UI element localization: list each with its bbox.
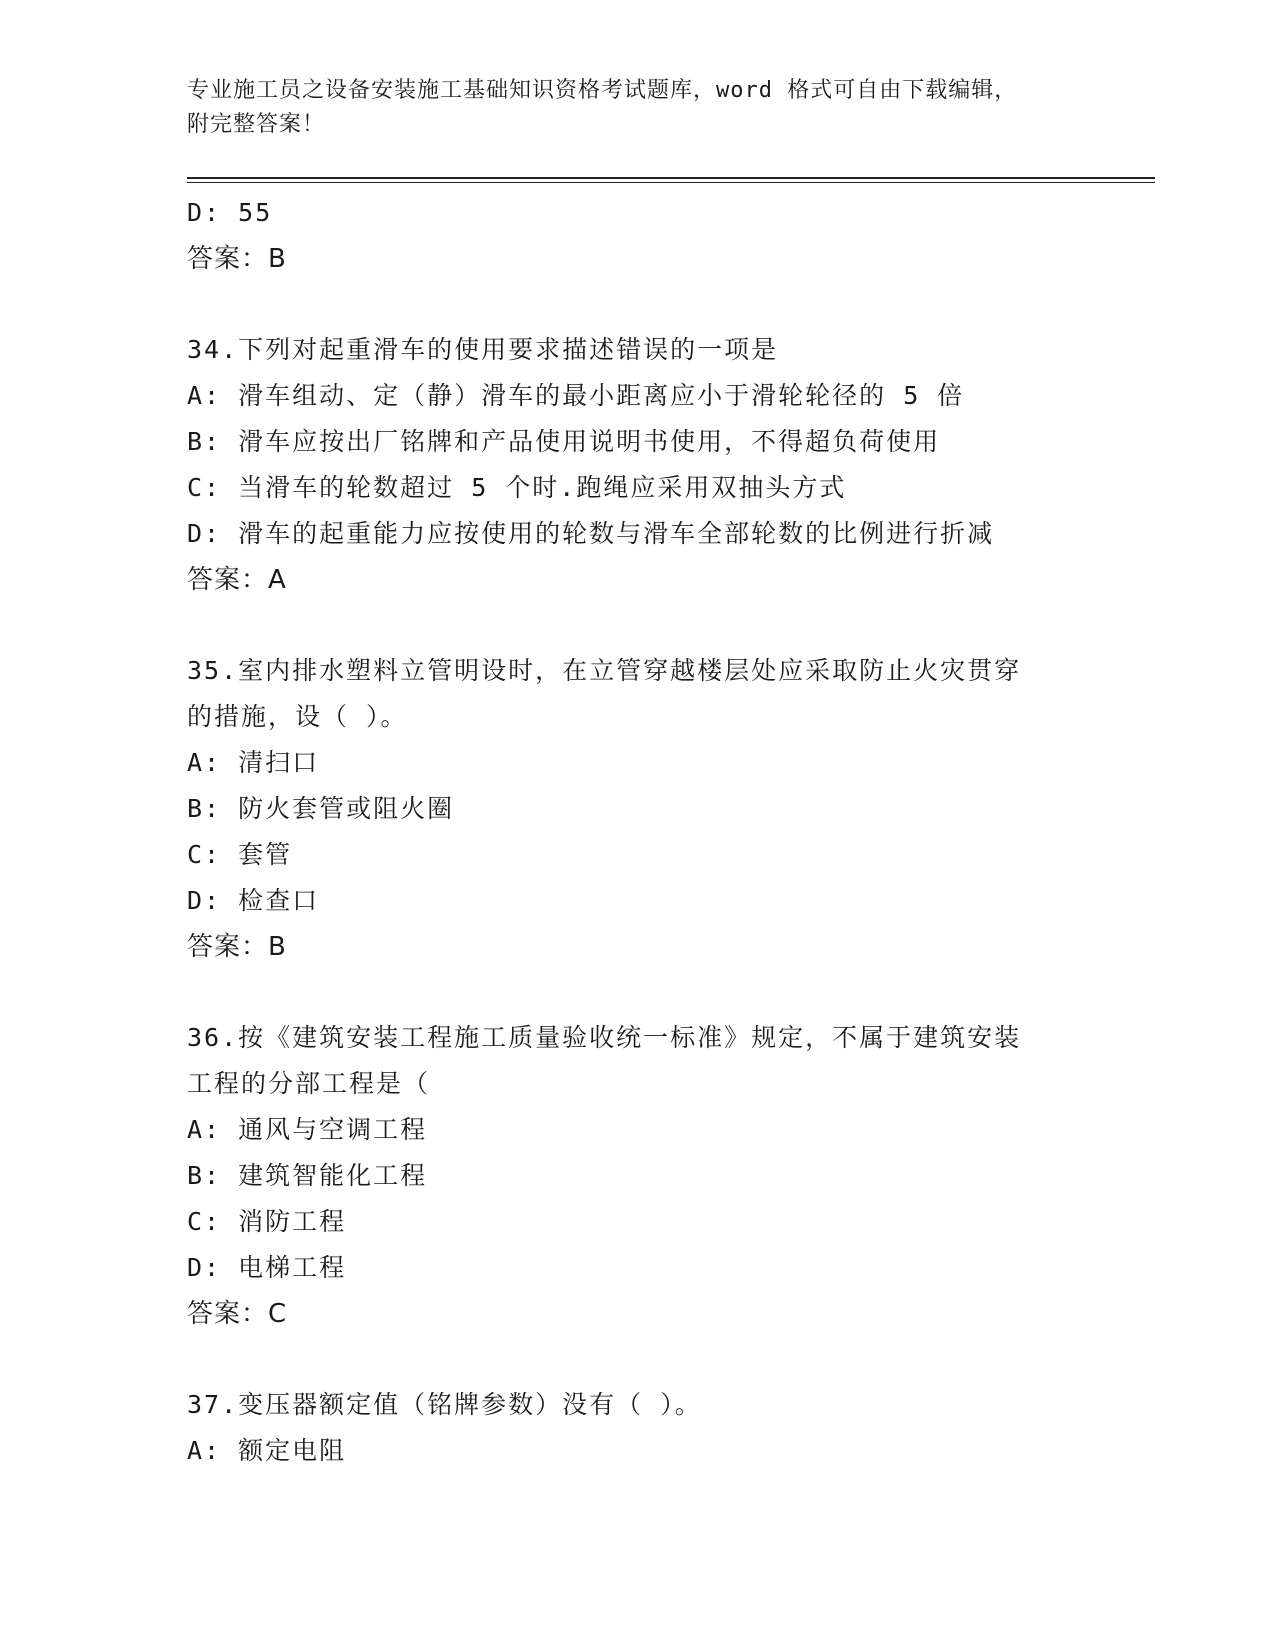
answer: 答案：C <box>187 1299 288 1329</box>
question-37 <box>187 1382 1087 1474</box>
option-d: D: 滑车的起重能力应按使用的轮数与滑车全部轮数的比例进行折减 <box>187 519 995 548</box>
question-text-line1: 35.室内排水塑料立管明设时，在立管穿越楼层处应采取防止火灾贯穿 <box>187 656 1022 685</box>
option-a: A: 清扫口 <box>187 748 320 777</box>
question-text-line2: 的措施，设（ ）。 <box>187 702 408 731</box>
answer: 答案：A <box>187 565 287 595</box>
question-36 <box>187 1015 1087 1337</box>
question-text: 37.变压器额定值（铭牌参数）没有（ ）。 <box>187 1390 702 1419</box>
answer: 答案：B <box>187 932 287 962</box>
option-b: B: 防火套管或阻火圈 <box>187 794 455 823</box>
question-text: 34.下列对起重滑车的使用要求描述错误的一项是 <box>187 335 779 364</box>
option-a: A: 额定电阻 <box>187 1436 347 1465</box>
option-a: A: 滑车组动、定（静）滑车的最小距离应小于滑轮轮径的 5 倍 <box>187 381 965 410</box>
header-title-line2: 附完整答案！ <box>187 112 326 137</box>
question-text-line1: 36.按《建筑安装工程施工质量验收统一标准》规定，不属于建筑安装 <box>187 1023 1022 1052</box>
option-b: B: 建筑智能化工程 <box>187 1161 428 1190</box>
question-34 <box>187 327 1087 603</box>
option-c: C: 当滑车的轮数超过 5 个时.跑绳应采用双抽头方式 <box>187 473 847 502</box>
option-c: C: 套管 <box>187 840 293 869</box>
option-c: C: 消防工程 <box>187 1207 347 1236</box>
option-d: D: 检查口 <box>187 886 320 915</box>
option-d: D: 电梯工程 <box>187 1253 347 1282</box>
prev-question-tail <box>187 190 1087 282</box>
option-b: B: 滑车应按出厂铭牌和产品使用说明书使用，不得超负荷使用 <box>187 427 941 456</box>
question-list <box>187 190 1087 1474</box>
question-35 <box>187 648 1087 970</box>
document-header <box>187 74 1167 142</box>
header-title-line1: 专业施工员之设备安装施工基础知识资格考试题库，word 格式可自由下载编辑， <box>187 78 1018 103</box>
option-d: D: 55 <box>187 198 273 227</box>
option-a: A: 通风与空调工程 <box>187 1115 428 1144</box>
header-divider <box>187 177 1155 183</box>
answer: 答案：B <box>187 244 287 274</box>
question-text-line2: 工程的分部工程是（ <box>187 1069 431 1098</box>
